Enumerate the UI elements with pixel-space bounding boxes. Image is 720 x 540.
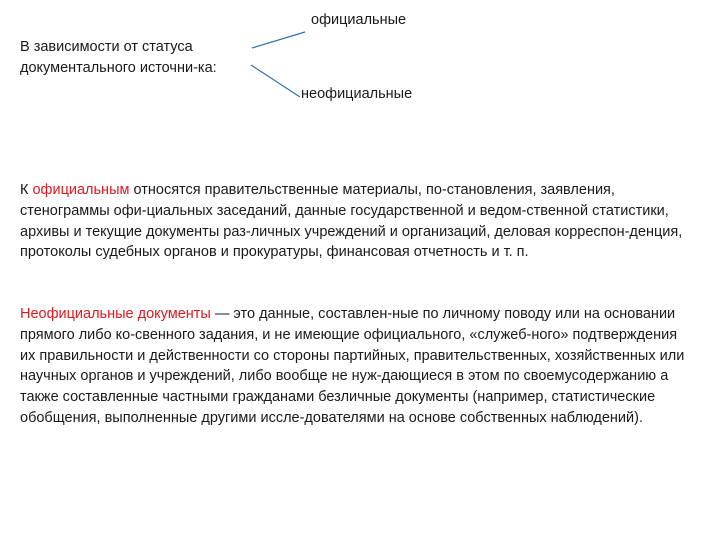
highlight-unofficial: Неофициальные документы bbox=[20, 306, 211, 322]
classification-label: В зависимости от статуса документального источни-ка: bbox=[20, 39, 217, 76]
paragraph-prefix: К bbox=[20, 182, 33, 198]
branch-unofficial: неофициальные bbox=[301, 86, 413, 102]
paragraph-unofficial bbox=[20, 304, 688, 429]
paragraph-official bbox=[20, 180, 688, 263]
highlight-official: официальным bbox=[32, 182, 130, 198]
branch-official: официальные bbox=[311, 12, 407, 28]
paragraph-body: относятся правительственные материалы, по-становления, заявления, стенограммы офи-циальных заседаний, данные государственной и ведом-ственной статистики, архивы и текущие документы раз-личных учреждений и организаций, деловая корреспон-денция, протоколы судебных органов и прокуратуры, финансовая отчетность и т. п. bbox=[20, 182, 683, 261]
paragraph-body: — это данные, составлен-ные по личному поводу или на основании прямого либо ко-свенного задания, и не имеющие официального, «служеб-ного» подтверждения их правильности и действенности со стороны партийных, правительственных, хозяйственных или научных органов и учреждений, либо вообще не нуж-дающиеся в этом по своемусодержанию а также составленные частными гражданами безличные документы (например, статистические обобщения, выполненные другими иссле-дователями на основе собственных наблюдений). bbox=[20, 306, 685, 426]
